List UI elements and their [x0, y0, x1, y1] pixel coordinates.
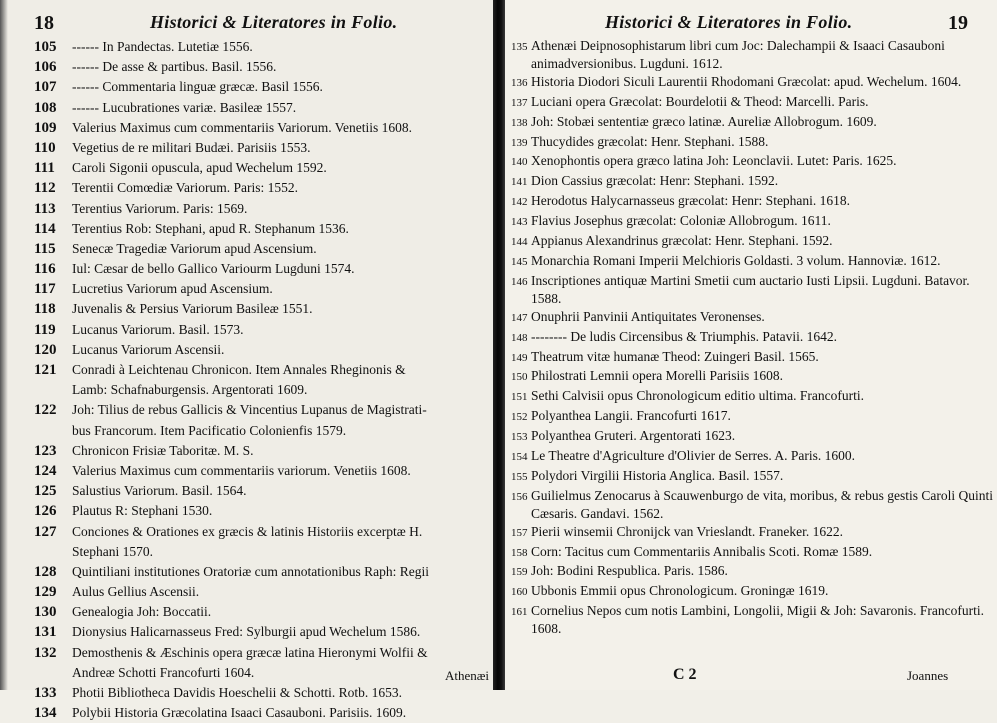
catalog-entry [511, 192, 995, 212]
entry-text: Lucanus Variorum. Basil. 1573. [72, 321, 244, 337]
entry-text: Joh: Bodini Respublica. Paris. 1586. [531, 563, 728, 579]
catalog-entry [34, 158, 490, 178]
catalog-entry [34, 77, 490, 97]
entry-text: Inscriptiones antiquæ Martini Smetii cum auctario Iusti Lipsii. Lugduni. Batavor. 1588. [531, 272, 970, 306]
entry-text: Appianus Alexandrinus græcolat: Henr. Stephani. 1592. [531, 233, 833, 249]
catalog-entry [511, 348, 995, 368]
entry-number: 144 [511, 236, 528, 249]
entry-number: 137 [511, 96, 528, 109]
entry-text: ------ Commentaria linguæ græcæ. Basil 1556. [72, 79, 323, 95]
entry-number: 152 [511, 411, 528, 424]
entry-number: 113 [34, 200, 56, 217]
entry-number: 156 [511, 490, 528, 503]
entry-text: Valerius Maximus cum commentariis variorum. Venetiis 1608. [72, 462, 411, 478]
catalog-entry [511, 543, 995, 563]
entry-number: 115 [34, 240, 56, 257]
entry-number: 138 [511, 116, 528, 129]
entry-number: 128 [34, 563, 57, 580]
catalog-entry [34, 178, 490, 198]
catalog-entry [34, 703, 490, 723]
entry-number: 159 [511, 566, 528, 579]
entry-number: 141 [511, 176, 528, 189]
catalog-entry [34, 239, 490, 259]
catalog-entry [511, 367, 995, 387]
entry-number: 160 [511, 586, 528, 599]
catalog-entry [511, 73, 995, 93]
entry-text: Genealogia Joh: Boccatii. [72, 604, 212, 620]
catalog-entry [511, 252, 995, 272]
catalog-entry [34, 57, 490, 77]
entry-number: 127 [34, 523, 57, 540]
entry-text: Sethi Calvisii opus Chronologicum editio ultima. Francofurti. [531, 388, 864, 404]
entry-text: Onuphrii Panvinii Antiquitates Veronenses. [531, 308, 765, 324]
entry-number: 121 [34, 362, 57, 378]
entry-text: Polydori Virgilii Historia Anglica. Basil. 1557. [531, 467, 784, 483]
catalog-entry [511, 328, 995, 348]
entry-number: 140 [511, 156, 528, 169]
entry-text: Conciones & Orationes ex græcis & latinis Historiis excerptæ H. [72, 523, 423, 539]
entry-number: 146 [511, 275, 528, 288]
entry-text: Athenæi Deipnosophistarum libri cum Joc: Dalechampii & Isaaci Casauboni animadversionibus. Lugduni. 1612. [531, 38, 945, 71]
catalog-entry [34, 98, 490, 118]
catalog-entry [34, 602, 490, 622]
entry-text: Photii Bibliotheca Davidis Hoeschelii & Schotti. Rotb. 1653. [72, 685, 402, 700]
left-page-number: 18 [34, 12, 54, 34]
entry-text: ------ In Pandectas. Lutetiæ 1556. [72, 39, 253, 54]
entry-number: 108 [34, 99, 57, 116]
entry-text: Conradi à Leichtenau Chronicon. Item Annales Rheginonis & [72, 362, 406, 377]
entry-text: Joh: Tilius de rebus Gallicis & Vincentius Lupanus de Magistrati- [72, 402, 427, 418]
entry-number: 150 [511, 371, 528, 384]
entry-number: 126 [34, 503, 57, 520]
catalog-entry [511, 172, 995, 192]
catalog-entry [511, 113, 995, 133]
entry-number: 151 [511, 391, 528, 404]
catalog-entry [511, 212, 995, 232]
entry-text: Salustius Variorum. Basil. 1564. [72, 483, 247, 499]
entry-number: 135 [511, 41, 528, 53]
entry-number: 107 [34, 79, 57, 96]
entry-text: Iul: Cæsar de bello Gallico Variourm Lugduni 1574. [72, 261, 355, 277]
entry-text: Flavius Josephus græcolat: Coloniæ Allobrogum. 1611. [531, 213, 831, 229]
entry-text: Polyanthea Langii. Francofurti 1617. [531, 408, 731, 424]
entry-number: 117 [34, 281, 56, 298]
entry-number: 114 [34, 220, 56, 237]
catalog-entry [34, 481, 490, 501]
catalog-entry [511, 133, 995, 153]
catalog-entry [34, 380, 490, 400]
entry-number: 105 [34, 39, 57, 55]
entry-number: 131 [34, 624, 57, 641]
entry-number: 125 [34, 483, 57, 500]
catalog-entry [34, 37, 490, 57]
entry-number: 147 [511, 311, 528, 324]
catalog-entry [34, 501, 490, 521]
entry-text: Stephani 1570. [72, 543, 153, 559]
entry-text: Caroli Sigonii opuscula, apud Wechelum 1592. [72, 160, 327, 176]
entry-number: 157 [511, 526, 528, 539]
catalog-entry [34, 683, 490, 703]
entry-text: Corn: Tacitus cum Commentariis Annibalis Scoti. Romæ 1589. [531, 543, 873, 559]
entry-number: 161 [511, 606, 528, 619]
entry-text: Terentius Rob: Stephani, apud R. Stephanum 1536. [72, 220, 349, 236]
entry-number: 110 [34, 139, 56, 156]
entry-text: Polyanthea Gruteri. Argentorati 1623. [531, 428, 736, 444]
catalog-entry [34, 138, 490, 158]
right-running-title: Historici & Literatores in Folio. [605, 12, 853, 32]
catalog-entry [34, 542, 490, 562]
catalog-entry [34, 582, 490, 602]
entry-number: 124 [34, 462, 57, 479]
entry-text: Senecæ Tragediæ Variorum apud Ascensium. [72, 240, 317, 256]
entry-text: Ubbonis Emmii opus Chronologicum. Groningæ 1619. [531, 583, 829, 599]
entry-text: Luciani opera Græcolat: Bourdelotii & Theod: Marcelli. Paris. [531, 93, 869, 109]
entry-number: 106 [34, 59, 57, 76]
entry-number: 134 [34, 705, 57, 722]
entry-text: Terentius Variorum. Paris: 1569. [72, 200, 248, 216]
catalog-entry [34, 360, 490, 380]
entry-number: 154 [511, 451, 528, 464]
entry-text: Vegetius de re militari Budæi. Parisiis 1553. [72, 139, 311, 155]
right-catchword: Joannes [907, 668, 949, 683]
catalog-entry [511, 308, 995, 328]
catalog-entry [34, 562, 490, 582]
entry-text: Polybii Historia Græcolatina Isaaci Casauboni. Parisiis. 1609. [72, 705, 407, 721]
entry-number: 116 [34, 261, 56, 278]
entry-text: Monarchia Romani Imperii Melchioris Goldasti. 3 volum. Hannoviæ. 1612. [531, 252, 941, 268]
catalog-entry [34, 400, 490, 420]
catalog-entry [34, 441, 490, 461]
catalog-entry [34, 199, 490, 219]
entry-number: 123 [34, 442, 57, 459]
catalog-entry [511, 93, 995, 113]
entry-number: 120 [34, 341, 57, 358]
catalog-entry [34, 299, 490, 319]
catalog-entry [34, 118, 490, 138]
entry-number: 149 [511, 351, 528, 364]
right-page-number: 19 [948, 12, 968, 34]
catalog-entry [34, 259, 490, 279]
left-page [0, 0, 493, 722]
entry-number: 155 [511, 470, 528, 483]
entry-number: 111 [34, 160, 55, 177]
catalog-entry [511, 152, 995, 172]
entry-text: Dion Cassius græcolat: Henr: Stephani. 1592. [531, 173, 779, 189]
catalog-entry [34, 461, 490, 481]
entry-text: Cornelius Nepos cum notis Lambini, Longolii, Migii & Joh: Savaronis. Francofurti. 1608. [531, 603, 984, 637]
entry-text: Dionysius Halicarnasseus Fred: Sylburgii apud Wechelum 1586. [72, 624, 421, 640]
book-gutter [493, 0, 505, 690]
entry-text: ------ De asse & partibus. Basil. 1556. [72, 59, 277, 75]
catalog-entry [34, 340, 490, 360]
signature-mark: C 2 [673, 666, 697, 683]
left-catchword: Athenæi [444, 668, 489, 683]
entry-text: Historia Diodori Siculi Laurentii Rhodomani Græcolat: apud. Wechelum. 1604. [531, 73, 962, 89]
entry-text: ------ Lucubrationes variæ. Basileæ 1557. [72, 99, 297, 115]
entry-number: 142 [511, 196, 528, 209]
page-edge-shadow [0, 0, 8, 690]
entry-text: Pierii winsemii Chronijck van Vrieslandt. Franeker. 1622. [531, 523, 844, 539]
catalog-entry [511, 232, 995, 252]
entry-number: 109 [34, 119, 57, 136]
entry-text: Thucydides græcolat: Henr. Stephani. 1588. [531, 133, 769, 149]
entry-number: 145 [511, 255, 528, 268]
entry-text: Chronicon Frisiæ Taboritæ. M. S. [72, 442, 254, 458]
entry-number: 153 [511, 431, 528, 444]
catalog-entry [34, 421, 490, 441]
catalog-entry [511, 487, 995, 523]
entry-text: -------- De ludis Circensibus & Triumphis. Patavii. 1642. [531, 328, 837, 344]
entry-number: 136 [511, 76, 528, 89]
catalog-entry [511, 387, 995, 407]
entry-text: Xenophontis opera græco latina Joh: Leonclavii. Lutet: Paris. 1625. [531, 153, 897, 169]
entry-number: 118 [34, 301, 56, 318]
left-running-title: Historici & Literatores in Folio. [150, 12, 398, 32]
entry-text: Lucanus Variorum Ascensii. [72, 341, 225, 357]
entry-number: 129 [34, 584, 57, 601]
entry-text: Lucretius Variorum apud Ascensium. [72, 281, 273, 297]
entry-number: 132 [34, 644, 57, 661]
entry-number: 122 [34, 402, 57, 419]
catalog-entry [511, 407, 995, 427]
catalog-entry [511, 523, 995, 543]
entry-text: Andreæ Schotti Francofurti 1604. [72, 664, 255, 680]
entry-number: 130 [34, 604, 57, 621]
entry-number: 133 [34, 685, 57, 701]
catalog-entry [34, 622, 490, 642]
catalog-entry [511, 37, 995, 73]
catalog-entry [511, 562, 995, 582]
entry-text: Demosthenis & Æschinis opera græcæ latina Hieronymi Wolfii & [72, 644, 428, 660]
entry-number: 112 [34, 180, 56, 197]
entry-text: Le Theatre d'Agriculture d'Olivier de Serres. A. Paris. 1600. [531, 448, 856, 464]
right-page [505, 0, 997, 690]
catalog-entry [34, 219, 490, 239]
entry-text: Joh: Stobæi sententiæ græco latinæ. Aureliæ Allobrogum. 1609. [531, 113, 877, 129]
catalog-entry [511, 582, 995, 602]
entry-text: Aulus Gellius Ascensii. [72, 584, 200, 600]
entry-number: 139 [511, 136, 528, 149]
entry-text: Juvenalis & Persius Variorum Basileæ 1551. [72, 301, 313, 317]
entry-text: Lamb: Schafnaburgensis. Argentorati 1609. [72, 382, 308, 398]
catalog-entry [511, 427, 995, 447]
right-entry-list [511, 37, 995, 638]
entry-number: 119 [34, 321, 56, 338]
catalog-entry [34, 279, 490, 299]
entry-text: bus Francorum. Item Pacificatio Colonienfis 1579. [72, 422, 347, 438]
left-entry-list [34, 37, 490, 723]
entry-text: Plautus R: Stephani 1530. [72, 503, 213, 519]
entry-number: 148 [511, 331, 528, 344]
catalog-entry [511, 272, 995, 308]
entry-text: Terentii Comœdiæ Variorum. Paris: 1552. [72, 180, 299, 196]
entry-text: Philostrati Lemnii opera Morelli Parisiis 1608. [531, 368, 783, 384]
entry-number: 158 [511, 546, 528, 559]
entry-text: Quintiliani institutiones Oratoriæ cum annotationibus Raph: Regii [72, 563, 429, 579]
catalog-entry [34, 643, 490, 663]
catalog-entry [511, 467, 995, 487]
entry-text: Herodotus Halycarnasseus græcolat: Henr: Stephani. 1618. [531, 193, 851, 209]
entry-number: 143 [511, 216, 528, 229]
catalog-entry [34, 320, 490, 340]
entry-text: Guilielmus Zenocarus à Scauwenburgo de vita, moribus, & rebus gestis Caroli Quinti Cæsaris. Gandavi. 1562. [531, 487, 994, 521]
catalog-entry [34, 663, 490, 683]
catalog-entry [34, 522, 490, 542]
entry-text: Valerius Maximus cum commentariis Variorum. Venetiis 1608. [72, 119, 412, 135]
catalog-entry [511, 447, 995, 467]
catalog-entry [511, 602, 995, 638]
entry-text: Theatrum vitæ humanæ Theod: Zuingeri Basil. 1565. [531, 348, 819, 364]
